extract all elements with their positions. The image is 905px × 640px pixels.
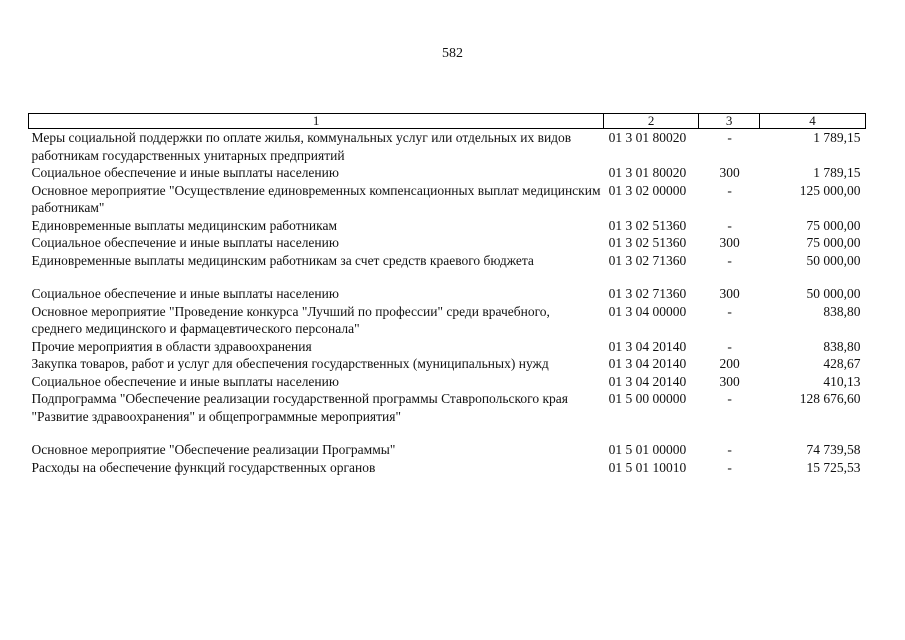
row-expense-type: 300 <box>719 286 740 301</box>
column-header-amount: 4 <box>760 114 866 129</box>
row-name: Социальное обеспечение и иные выплаты населению <box>31 165 339 180</box>
row-expense-type: - <box>727 303 732 319</box>
row-amount: 125 000,00 <box>799 182 861 198</box>
row-name: Социальное обеспечение и иные выплаты населению <box>31 235 339 250</box>
row-name: Единовременные выплаты медицинским работникам <box>31 217 337 233</box>
row-amount: 1 789,15 <box>813 130 861 145</box>
row-amount: 410,13 <box>823 373 861 389</box>
row-code: 01 3 01 80020 <box>608 165 687 180</box>
row-amount: 838,80 <box>823 303 861 319</box>
row-expense-type: - <box>727 252 732 268</box>
row-expense-type: - <box>727 338 732 354</box>
table-row <box>29 390 866 441</box>
row-code: 01 3 04 20140 <box>608 338 687 354</box>
row-name: Прочие мероприятия в области здравоохранения <box>31 338 312 354</box>
table-row <box>29 164 866 182</box>
row-name: Подпрограмма "Обеспечение реализации государственной программы Ставропольского края "Развитие здравоохранения" и общепрограммные мероприятия" <box>31 391 568 424</box>
row-amount: 428,67 <box>823 356 861 371</box>
row-code: 01 5 01 10010 <box>608 459 687 475</box>
row-amount: 50 000,00 <box>806 286 861 301</box>
row-code: 01 3 02 51360 <box>608 235 687 250</box>
table-row <box>29 129 866 165</box>
row-name: Единовременные выплаты медицинским работникам за счет средств краевого бюджета <box>31 252 534 268</box>
row-code: 01 3 04 20140 <box>608 356 687 371</box>
row-code: 01 3 02 71360 <box>608 286 687 301</box>
row-name: Основное мероприятие "Обеспечение реализации Программы" <box>31 442 396 457</box>
row-expense-type: 200 <box>719 356 740 371</box>
row-name: Социальное обеспечение и иные выплаты населению <box>31 373 339 389</box>
row-amount: 838,80 <box>823 338 861 354</box>
row-code: 01 3 02 71360 <box>608 252 687 268</box>
row-code: 01 3 04 20140 <box>608 373 687 389</box>
table-row <box>29 182 866 217</box>
row-code: 01 3 02 00000 <box>608 182 687 198</box>
row-amount: 74 739,58 <box>806 442 861 457</box>
row-name: Закупка товаров, работ и услуг для обеспечения государственных (муниципальных) нужд <box>31 356 549 371</box>
row-expense-type: 300 <box>719 373 740 389</box>
row-code: 01 3 02 51360 <box>608 217 687 233</box>
row-name: Меры социальной поддержки по оплате жилья, коммунальных услуг или отдельных их видов работникам государственных унитарных предприятий <box>31 130 572 163</box>
row-name: Основное мероприятие "Проведение конкурса "Лучший по профессии" среди врачебного, среднего медицинского и фармацевтического персонала" <box>31 303 550 336</box>
row-name: Основное мероприятие "Осуществление единовременных компенсационных выплат медицинским работникам" <box>31 182 601 215</box>
row-expense-type: - <box>727 391 732 406</box>
row-code: 01 3 04 00000 <box>608 303 687 319</box>
row-code: 01 3 01 80020 <box>608 130 687 145</box>
table-row <box>29 285 866 303</box>
table-header-row <box>29 114 866 129</box>
column-header-name: 1 <box>29 114 604 129</box>
row-expense-type: - <box>727 130 732 145</box>
row-code: 01 5 01 00000 <box>608 442 687 457</box>
table-row <box>29 441 866 459</box>
row-expense-type: - <box>727 217 732 233</box>
table-row <box>29 355 866 373</box>
table-row <box>29 234 866 252</box>
row-amount: 75 000,00 <box>806 217 861 233</box>
row-amount: 75 000,00 <box>806 235 861 250</box>
row-amount: 1 789,15 <box>813 165 861 180</box>
row-expense-type: - <box>727 442 732 457</box>
column-header-code: 2 <box>604 114 699 129</box>
row-code: 01 5 00 00000 <box>608 391 687 406</box>
row-amount: 15 725,53 <box>806 459 861 475</box>
table-row <box>29 373 866 391</box>
row-expense-type: - <box>727 459 732 475</box>
row-name: Социальное обеспечение и иные выплаты населению <box>31 286 339 301</box>
row-expense-type: 300 <box>719 235 740 250</box>
column-header-expense-type: 3 <box>699 114 760 129</box>
table-row <box>29 217 866 235</box>
row-expense-type: 300 <box>719 165 740 180</box>
page-number: 582 <box>442 46 463 61</box>
budget-table <box>28 113 866 476</box>
table-row <box>29 338 866 356</box>
row-name: Расходы на обеспечение функций государственных органов <box>31 459 376 475</box>
table-row <box>29 459 866 477</box>
table-row <box>29 303 866 338</box>
row-amount: 128 676,60 <box>799 391 861 406</box>
row-amount: 50 000,00 <box>806 252 861 268</box>
table-row <box>29 252 866 286</box>
row-expense-type: - <box>727 182 732 198</box>
